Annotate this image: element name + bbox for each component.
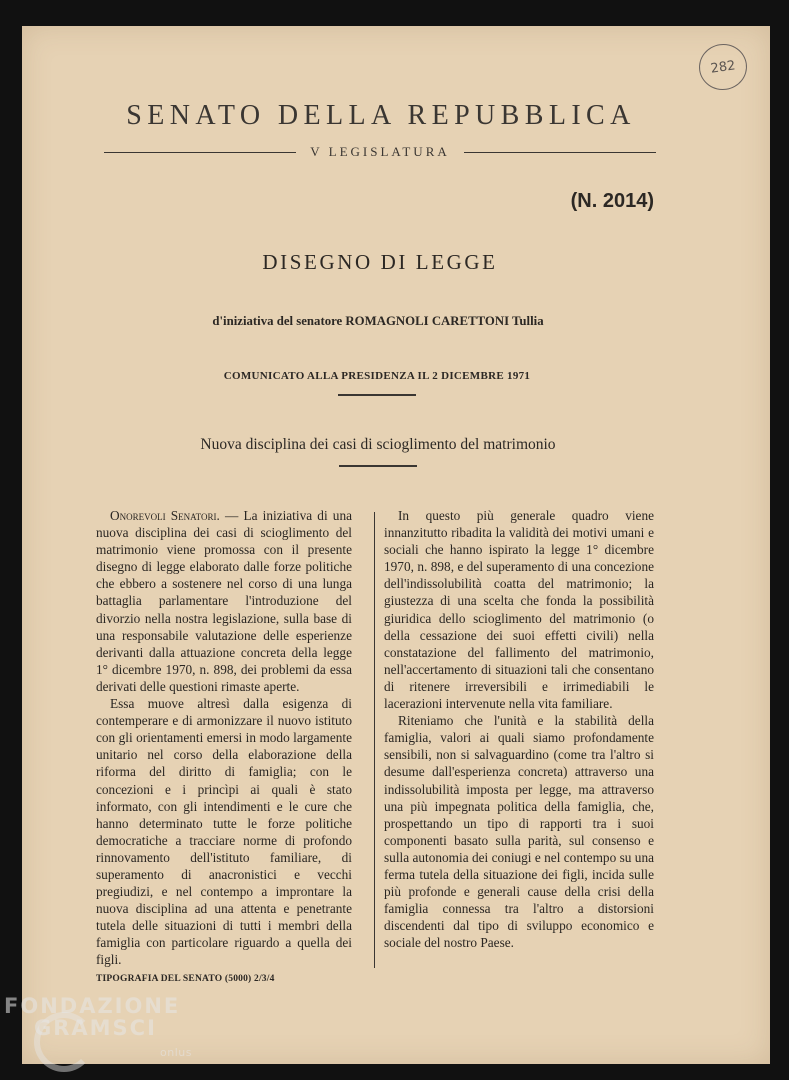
watermark-line3: onlus (160, 1046, 192, 1059)
text-column-right (384, 507, 654, 951)
legislature-label: V LEGISLATURA (310, 144, 450, 159)
bill-title: DISEGNO DI LEGGE (262, 250, 498, 274)
foundation-watermark (4, 994, 192, 1059)
separator-rule-2 (339, 465, 417, 467)
paragraph: In questo più generale quadro viene innanzitutto ribadita la validità dei motivi umani e sociali che hanno ispirato la legge 1° dicembre 1970, n. 898, e del superamento di una concezione dell'indissolubilità coatta del matrimonio; la giustezza di una scelta che fonda la possibilità giuridica dello scioglimento del matrimonio (o della cessazione dei suoi effetti civili) nella constatazione del fallimento del matrimonio, nell'accertamento di situazioni tali che consentano di ritenere irreversibili e irrimediabili le lacerazioni intervenute nella vita familiare. (384, 508, 654, 712)
paragraph: Onorevoli Senatori. — La iniziativa di una nuova disciplina dei casi di scioglimento del matrimonio viene promossa con il presente disegno di legge elaborato dalle forze politiche che ebbero a sostenere nel corso di una lunga battaglia parlamentare l'introduzione del divorzio nella nostra legislazione, sulla base di una responsabile valutazione delle esperienze derivanti dalla attuazione concreta della legge 1° dicembre 1970, n. 898, dei problemi da essa derivati delle questioni rimaste aperte. (96, 508, 352, 694)
text-column-left (96, 507, 352, 969)
archive-stamp-number: 282 (709, 57, 737, 77)
column-divider (374, 512, 375, 968)
legislature-rule-left (104, 152, 296, 153)
separator-rule-1 (338, 394, 416, 396)
salutation: Onorevoli Senatori. (110, 508, 220, 523)
legislature-rule-right (464, 152, 656, 153)
communicated-date: COMUNICATO ALLA PRESIDENZA IL 2 DICEMBRE 1971 (223, 370, 531, 382)
bill-number: (N. 2014) (570, 190, 654, 212)
watermark-line2: GRAMSCI (34, 1016, 157, 1040)
watermark-line1: FONDAZIONE (4, 994, 181, 1018)
printer-footer: TIPOGRAFIA DEL SENATO (5000) 2/3/4 (96, 974, 275, 984)
bill-initiative: d'iniziativa del senatore ROMAGNOLI CARETTONI Tullia (212, 314, 544, 328)
senate-heading: SENATO DELLA REPUBBLICA (126, 100, 636, 131)
bill-subject: Nuova disciplina dei casi di scioglimento del matrimonio (200, 436, 556, 453)
legislature-row (104, 144, 656, 160)
paragraph: Essa muove altresì dalla esigenza di contemperare e di armonizzare il nuovo istituto con gli orientamenti emersi in modo largamente unitario nel corso della elaborazione della riforma del diritto di famiglia; con le concezioni e i princìpi ai quali è stato informato, con gli intendimenti e le cure che hanno determinato tutte le forze politiche democratiche a tracciare norme di profondo rinnovamento dell'istituto familiare, di superamento di anacronistici e vecchi pregiudizi, e nel contempo a improntare la nuova disciplina ad una attenta e penetrante tutela delle situazioni di tutti i membri della famiglia con particolare riguardo a quella dei figli. (96, 696, 352, 968)
paragraph: Riteniamo che l'unità e la stabilità della famiglia, valori ai quali siamo profondamente sensibili, non si salvaguardino (come tra l'altro si desume dall'esperienza concreta) attraverso una indissolubilità imposta per legge, ma attraverso una più impegnata politica della famiglia, che, prospettando un tipo di rapporti tra i suoi componenti basato sulla parità, sul consenso e sulla autonomia dei coniugi e nel contempo su una ferma tutela della situazione dei figli, incida sulle più profonde e generali cause della crisi della famiglia connessa tra l'altro a distorsioni discendenti dal tipo di sviluppo economico e sociale del nostro Paese. (384, 713, 654, 951)
